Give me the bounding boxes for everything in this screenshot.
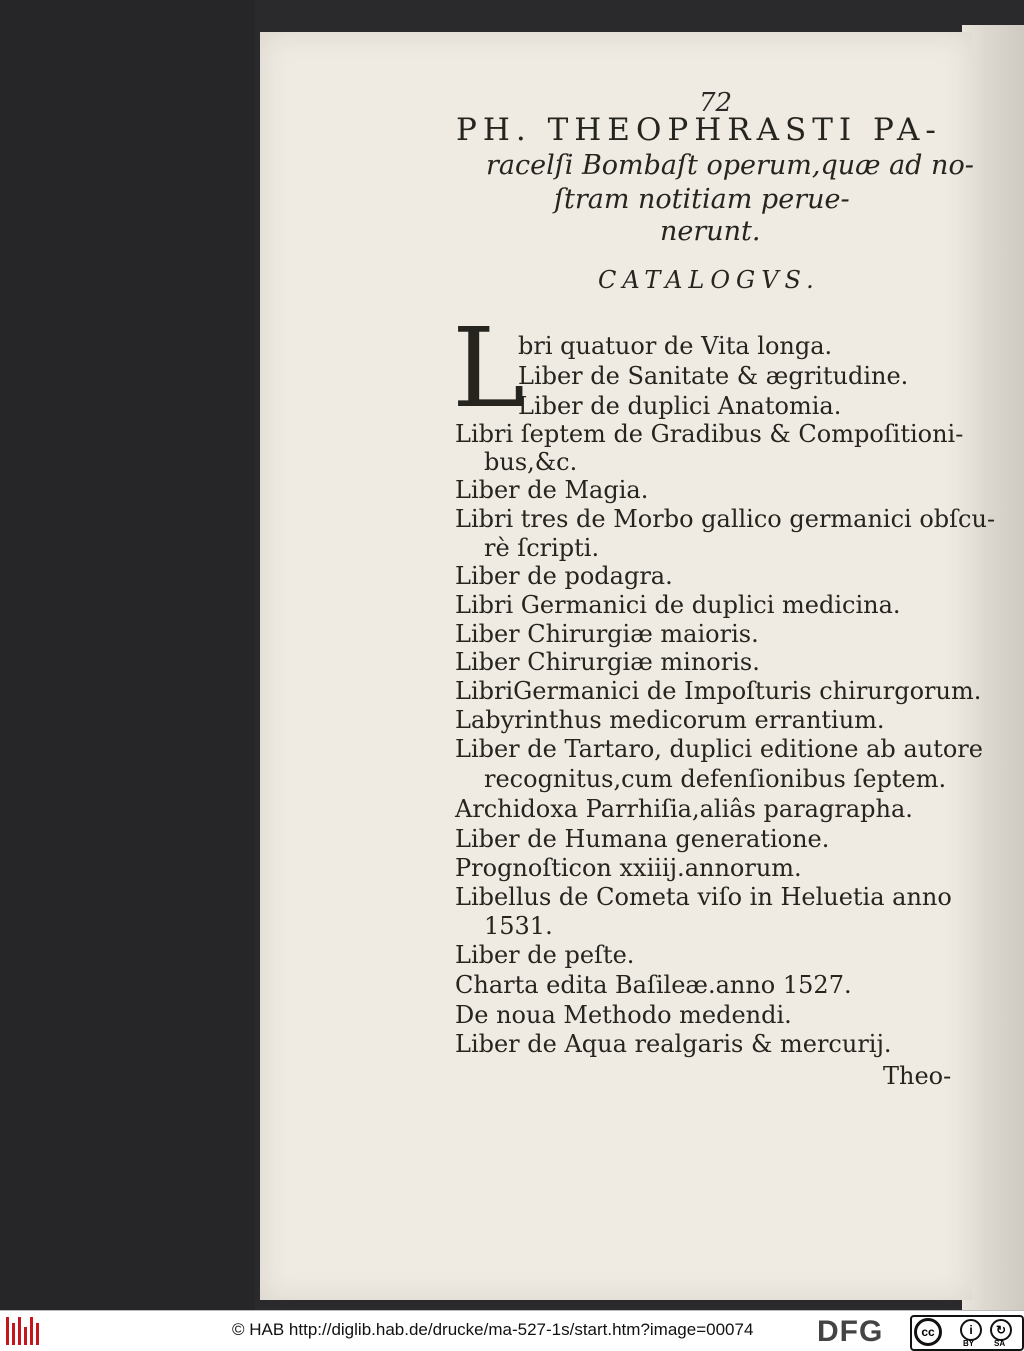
catalogue-entry: Liber de duplici Anatomia.	[518, 392, 842, 420]
catalogue-entry: Archidoxa Parrhiſia,aliâs paragrapha.	[455, 795, 913, 823]
catalogue-entry: Libellus de Cometa viſo in Heluetia anno	[455, 883, 952, 911]
catalogue-entry: Liber de podagra.	[455, 562, 673, 590]
drop-capital: L	[452, 304, 526, 432]
catalogue-entry: Liber de Tartaro, duplici editione ab autore	[455, 735, 983, 763]
hab-logo-icon[interactable]	[6, 1317, 44, 1345]
catalogue-entry: Charta edita Baſileæ.anno 1527.	[455, 971, 852, 999]
catalogue-entry: Liber de Magia.	[455, 476, 649, 504]
sa-label: SA	[994, 1339, 1006, 1348]
share-alike-icon: ↻	[990, 1319, 1012, 1341]
catalogue-entry: Labyrinthus medicorum errantium.	[455, 706, 885, 734]
cc-license-badge[interactable]	[910, 1315, 1024, 1351]
catalogue-entry: Liber Chirurgiæ maioris.	[455, 620, 759, 648]
catalogue-entry: Liber de Sanitate & ægritudine.	[518, 362, 909, 390]
catalogue-entry: Libri tres de Morbo gallico germanici obſcu-	[455, 505, 996, 533]
viewer-background	[0, 0, 255, 1310]
catalogue-entry: De noua Methodo medendi.	[455, 1001, 792, 1029]
title-line-3: ſtram notitiam perue-	[554, 184, 850, 215]
catalogue-entry: LibriGermanici de Impoſturis chirurgorum.	[455, 677, 982, 705]
title-line-4: nerunt.	[660, 216, 761, 247]
catalogue-heading: CATALOGVS.	[598, 266, 820, 294]
title-line-1: PH. THEOPHRASTI PA-	[456, 112, 942, 148]
catalogue-entry: Liber de Aqua realgaris & mercurij.	[455, 1030, 892, 1058]
catalogue-entry: bri quatuor de Vita longa.	[518, 332, 833, 360]
catalogue-entry: Liber de peſte.	[455, 941, 635, 969]
viewer-footer	[0, 1310, 1024, 1351]
catalogue-entry: Liber de Humana generatione.	[455, 825, 830, 853]
catalogue-entry: Prognoſticon xxiiij.annorum.	[455, 854, 802, 882]
catalogue-entry: recognitus,cum defenſionibus ſeptem.	[484, 765, 947, 793]
page-number: 72	[699, 88, 733, 118]
by-label: BY	[963, 1339, 975, 1348]
catchword: Theo-	[883, 1062, 952, 1090]
catalogue-entry: bus,&c.	[484, 448, 578, 476]
copyright-link[interactable]: © HAB http://diglib.hab.de/drucke/ma-527-1s/start.htm?image=00074	[232, 1320, 754, 1339]
title-line-2: racelſi Bombaſt operum,quæ ad no-	[486, 150, 974, 181]
catalogue-entry: Libri ſeptem de Gradibus & Compoſitioni-	[455, 420, 964, 448]
catalogue-entry: Liber Chirurgiæ minoris.	[455, 648, 760, 676]
cc-icon: cc	[914, 1318, 942, 1346]
by-person-icon: i	[960, 1319, 982, 1341]
catalogue-entry: Libri Germanici de duplici medicina.	[455, 591, 901, 619]
catalogue-entry: 1531.	[484, 912, 553, 940]
dfg-logo[interactable]: DFG	[817, 1315, 884, 1348]
catalogue-entry: rè ſcripti.	[484, 534, 600, 562]
